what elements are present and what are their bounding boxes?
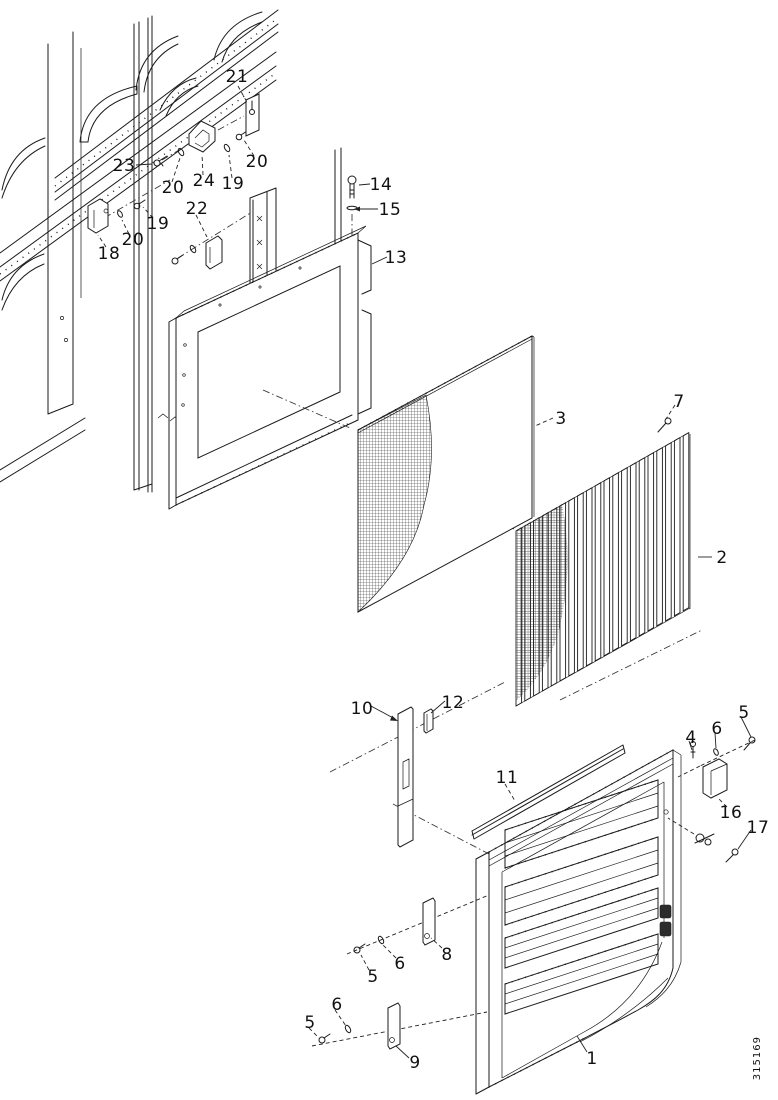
grille-slat (578, 493, 584, 671)
callout-7: 7 (673, 392, 685, 412)
callout-5: 5 (304, 1013, 316, 1033)
plate-8-group (347, 895, 489, 954)
callout-15: 15 (378, 200, 402, 220)
callout-8: 8 (441, 945, 453, 965)
callout-1: 1 (586, 1049, 598, 1069)
strip-10 (398, 707, 413, 847)
hinge-bracket-16 (703, 759, 727, 798)
grille-slat (569, 498, 575, 676)
screen-panel-3 (358, 336, 534, 612)
callout-2: 2 (716, 548, 728, 568)
callout-5: 5 (738, 703, 750, 723)
grille-slat (613, 473, 619, 651)
callout-6: 6 (394, 954, 406, 974)
callout-20: 20 (161, 178, 185, 198)
latch-17 (668, 818, 738, 862)
callout-24: 24 (192, 171, 216, 191)
callout-19: 19 (146, 214, 170, 234)
callout-20: 20 (245, 152, 269, 172)
grille-slat (648, 453, 654, 631)
door-panel-1 (476, 750, 681, 1094)
plate-21 (246, 94, 259, 136)
callout-12: 12 (441, 693, 465, 713)
callout-11: 11 (495, 768, 519, 788)
callout-13: 13 (384, 248, 408, 268)
grille-slat (586, 488, 592, 666)
screw-7 (658, 418, 671, 432)
grille-slat (674, 438, 680, 616)
washer-6 (713, 748, 720, 756)
screw-20 (236, 131, 247, 140)
washer-20 (177, 147, 185, 156)
callout-21: 21 (225, 67, 249, 87)
figure-number: 315169 (752, 1036, 763, 1081)
callout-22: 22 (185, 199, 209, 219)
callout-9: 9 (409, 1053, 421, 1073)
callout-5: 5 (367, 967, 379, 987)
bracket-22-group (172, 236, 222, 269)
grille-slat (630, 463, 636, 641)
callout-6: 6 (331, 995, 343, 1015)
bracket-18-group (88, 199, 145, 233)
grille-slat (595, 483, 601, 661)
callout-16: 16 (719, 803, 743, 823)
callout-14: 14 (369, 175, 393, 195)
callout-18: 18 (97, 244, 121, 264)
panel-frame-13 (169, 226, 371, 509)
assembly-axis-door-top (330, 682, 505, 772)
callout-6: 6 (711, 719, 723, 739)
callout-20: 20 (121, 230, 145, 250)
callout-3: 3 (555, 409, 567, 429)
callout-4: 4 (685, 728, 697, 748)
grille-slat (604, 478, 610, 656)
grille-slat (657, 448, 663, 626)
grille-slat (639, 458, 645, 636)
grille-slat (666, 443, 672, 621)
grille-slat (622, 468, 628, 646)
callout-23: 23 (112, 156, 136, 176)
washer-19 (223, 143, 231, 152)
grille-panel-2 (516, 418, 690, 706)
latch-hole (660, 905, 671, 918)
callout-19: 19 (221, 174, 245, 194)
screw-5 (744, 737, 755, 750)
callout-17: 17 (746, 818, 770, 838)
grille-slat (683, 433, 689, 611)
latch-hole (660, 922, 671, 936)
callout-10: 10 (350, 699, 374, 719)
